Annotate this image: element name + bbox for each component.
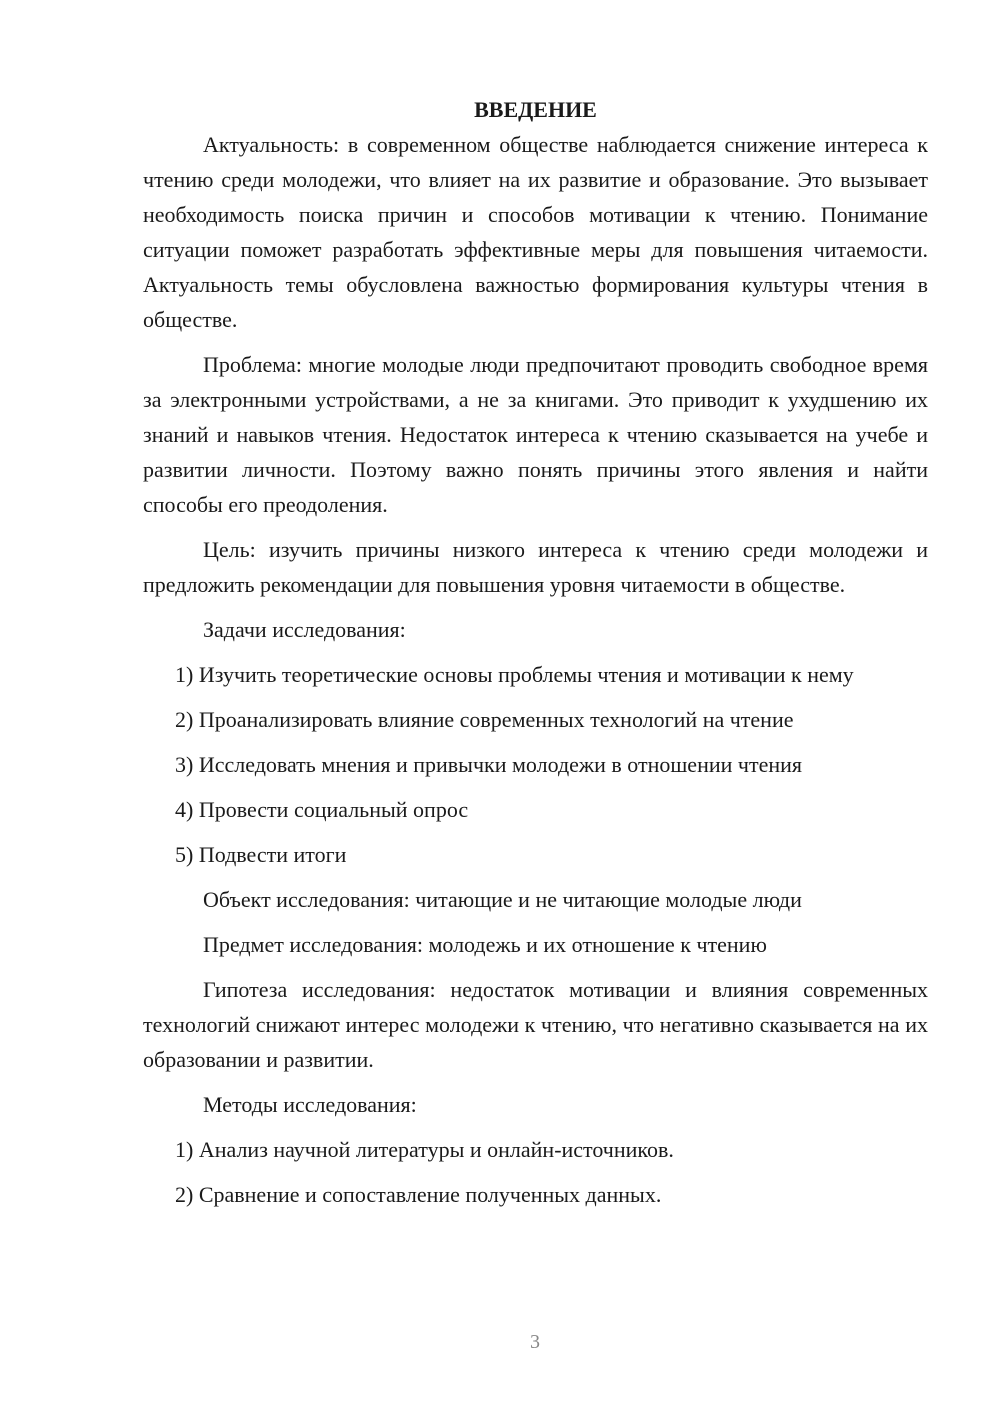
task-item-3: 3) Исследовать мнения и привычки молодежи в отношении чтения <box>175 752 802 777</box>
task-item-5: 5) Подвести итоги <box>175 842 347 867</box>
task-item-1: 1) Изучить теоретические основы проблемы чтения и мотивации к нему <box>175 662 854 687</box>
goal-paragraph: Цель: изучить причины низкого интереса к чтению среди молодежи и предложить рекомендации для повышения уровня читаемости в обществе. <box>143 537 928 597</box>
task-item-4: 4) Провести социальный опрос <box>175 797 469 822</box>
method-item-1: 1) Анализ научной литературы и онлайн-источников. <box>175 1137 674 1162</box>
section-title: ВВЕДЕНИЕ <box>474 97 597 122</box>
method-item-2: 2) Сравнение и сопоставление полученных данных. <box>175 1182 662 1207</box>
task-item-2: 2) Проанализировать влияние современных технологий на чтение <box>175 707 794 732</box>
hypothesis-paragraph: Гипотеза исследования: недостаток мотивации и влияния современных технологий снижают интерес молодежи к чтению, что негативно сказывается на их образовании и развитии. <box>143 977 928 1072</box>
document-page <box>143 92 928 1222</box>
object-paragraph: Объект исследования: читающие и не читающие молодые люди <box>203 887 802 912</box>
problem-paragraph: Проблема: многие молодые люди предпочитают проводить свободное время за электронными устройствами, а не за книгами. Это приводит к ухудшению их знаний и навыков чтения. Недостаток интереса к чтению сказывается на учебе и развитии личности. Поэтому важно понять причины этого явления и найти способы его преодоления. <box>143 352 928 517</box>
page-number: 3 <box>530 1331 540 1353</box>
methods-heading: Методы исследования: <box>203 1092 417 1117</box>
tasks-heading: Задачи исследования: <box>203 617 406 642</box>
relevance-paragraph: Актуальность: в современном обществе наблюдается снижение интереса к чтению среди молодежи, что влияет на их развитие и образование. Это вызывает необходимость поиска причин и способов мотивации к чтению. Понимание ситуации поможет разработать эффективные меры для повышения читаемости. Актуальность темы обусловлена важностью формирования культуры чтения в обществе. <box>143 132 928 332</box>
subject-paragraph: Предмет исследования: молодежь и их отношение к чтению <box>203 932 767 957</box>
